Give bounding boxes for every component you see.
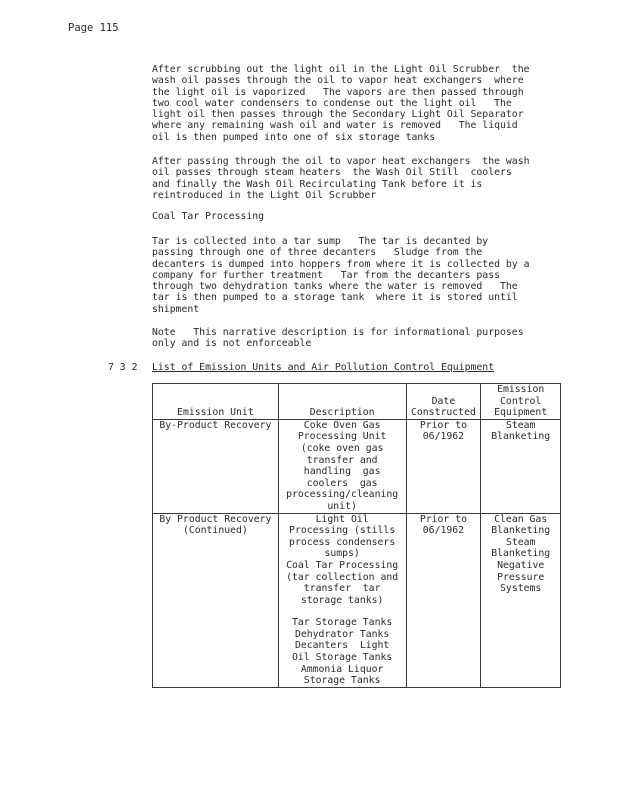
cell-line: Oil Storage Tanks	[292, 652, 393, 664]
cell-line: 06/1962	[422, 525, 465, 537]
cell-line: Equipment	[494, 407, 548, 419]
row1-description	[278, 419, 406, 513]
text-line: the light oil is vaporized The vapors are then passed through	[152, 86, 524, 98]
text-line: oil passes through steam heaters the Wash Oil Still coolers	[152, 167, 512, 179]
cell-line: Control	[500, 395, 542, 407]
text-line: company for further treatment Tar from the decanters pass	[152, 269, 500, 281]
text-line: where any remaining wash oil and water is removed The liquid	[152, 120, 518, 132]
cell-line: Ammonia Liquor	[300, 663, 384, 675]
row2-date	[406, 513, 481, 687]
cell-line: Steam	[505, 419, 536, 431]
paragraph-light-oil-scrubber	[152, 64, 548, 143]
cell-line: Systems	[500, 583, 542, 595]
cell-line: transfer and	[306, 454, 378, 466]
emission-units-table	[152, 383, 561, 688]
cell-line: Tar Storage Tanks	[292, 617, 393, 629]
paragraph-wash-oil	[152, 156, 548, 201]
cell-line	[281, 606, 404, 617]
row1-emission-unit	[153, 419, 279, 513]
text-line: After scrubbing out the light oil in the Light Oil Scrubber the	[152, 64, 530, 75]
text-line: shipment	[152, 303, 200, 315]
text-line: passing through one of three decanters Sludge from the	[152, 247, 483, 259]
cell-line: Coal Tar Processing	[286, 559, 399, 571]
cell-line: (coke oven gas	[300, 442, 384, 454]
row1-date	[406, 419, 481, 513]
cell-line: (tar collection and	[286, 571, 399, 583]
text-line: After passing through the oil to vapor heat exchangers the wash	[152, 156, 530, 167]
cell-line: Prior to	[419, 513, 468, 525]
cell-line: Decanters Light	[294, 640, 390, 652]
cell-line: (Continued)	[182, 525, 248, 537]
text-line: light oil then passes through the Secondary Light Oil Separator	[152, 109, 524, 121]
page-number: Page 115	[68, 22, 119, 34]
cell-line: Date	[431, 395, 456, 407]
section-number: 7 3 2	[108, 362, 138, 373]
table-row	[153, 513, 561, 687]
cell-line: Emission	[497, 384, 545, 395]
cell-line: coolers gas	[306, 477, 378, 489]
note-paragraph	[152, 327, 548, 350]
cell-line: Dehydrator Tanks	[294, 628, 390, 640]
text-line: through two dehydration tanks where the water is removed The	[152, 281, 518, 293]
cell-line: transfer tar	[303, 583, 381, 595]
cell-line: Blanketing	[491, 548, 551, 560]
text-line: decanters is dumped into hoppers from where it is collected by a	[152, 258, 530, 270]
cell-line: Blanketing	[491, 525, 551, 537]
cell-line: Coke Oven Gas	[303, 419, 381, 431]
cell-line: Description	[309, 407, 375, 419]
cell-line: Clean Gas	[494, 513, 548, 525]
text-line: reintroduced in the Light Oil Scrubber	[152, 189, 377, 201]
cell-line: Blanketing	[491, 431, 551, 443]
header-date-constructed	[406, 384, 481, 420]
cell-line: Light Oil	[315, 513, 369, 525]
section-title: List of Emission Units and Air Pollution Control Equipment	[152, 362, 495, 373]
header-emission-unit	[153, 384, 279, 420]
cell-line: Pressure	[497, 571, 545, 583]
text-line: tar is then pumped to a storage tank where it is stored until	[152, 292, 518, 304]
table-row	[153, 419, 561, 513]
cell-line: Storage Tanks	[303, 675, 381, 687]
text-line: Tar is collected into a tar sump The tar is decanted by	[152, 236, 489, 247]
cell-line: By Product Recovery	[159, 513, 272, 525]
row2-description	[278, 513, 406, 687]
cell-line: 06/1962	[422, 431, 465, 443]
row2-emission-unit	[153, 513, 279, 687]
cell-line: unit)	[327, 500, 357, 512]
cell-line: processing/cleaning	[286, 489, 399, 501]
cell-line: Processing Unit	[297, 431, 387, 443]
row2-control	[481, 513, 561, 687]
text-line: Note This narrative description is for informational purposes	[152, 327, 524, 338]
header-description	[278, 384, 406, 420]
paragraph-coal-tar	[152, 236, 548, 315]
cell-line: Negative	[497, 559, 545, 571]
text-line: only and is not enforceable	[152, 338, 312, 350]
cell-line: process condensers	[289, 536, 396, 548]
cell-line: Steam	[505, 536, 536, 548]
cell-line: Prior to	[419, 419, 468, 431]
text-line: oil is then pumped into one of six storage tanks	[152, 131, 436, 143]
cell-line: Processing (stills	[289, 525, 396, 537]
cell-line: By-Product Recovery	[159, 419, 272, 431]
text-line: wash oil passes through the oil to vapor heat exchangers where	[152, 75, 524, 87]
table-header-row	[153, 384, 561, 420]
row1-control	[481, 419, 561, 513]
cell-line: Emission Unit	[177, 407, 254, 419]
coal-tar-heading: Coal Tar Processing	[152, 211, 265, 222]
cell-line: Constructed	[410, 407, 476, 419]
cell-line: handling gas	[303, 466, 381, 478]
header-emission-control-equipment	[481, 384, 561, 420]
cell-line: sumps)	[324, 548, 360, 560]
text-line: and finally the Wash Oil Recirculating Tank before it is	[152, 178, 483, 190]
text-line: two cool water condensers to condense out the light oil The	[152, 97, 512, 109]
cell-line: storage tanks)	[300, 594, 384, 606]
